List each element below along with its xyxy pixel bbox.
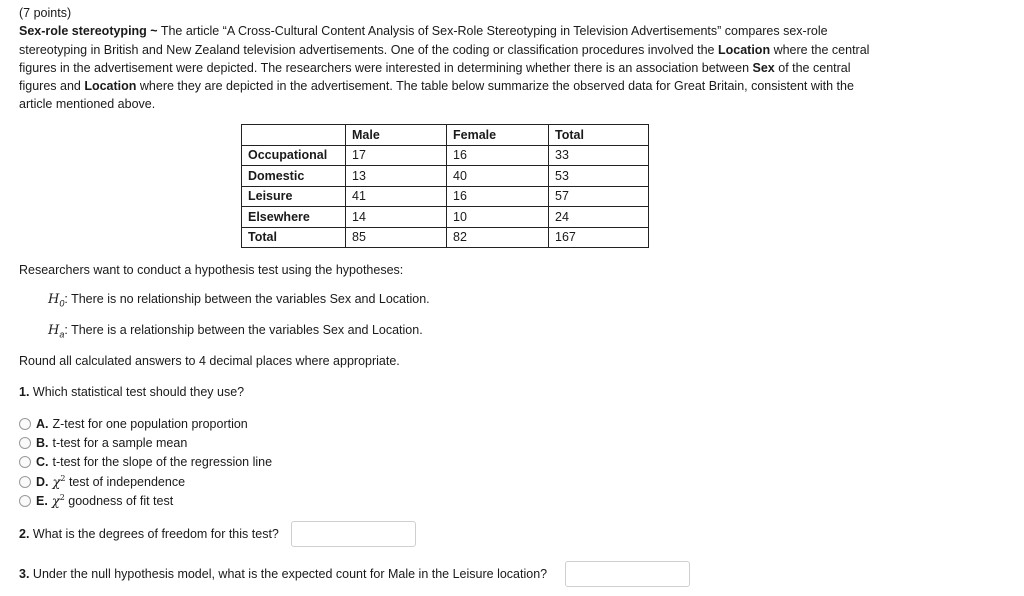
h0-symbol: H	[48, 292, 60, 307]
chi-symbol	[53, 474, 66, 490]
chi-superscript: 2	[59, 492, 65, 502]
table-cell: 14	[346, 207, 447, 228]
chi-letter: χ	[51, 494, 60, 510]
table-cell: 57	[549, 186, 649, 207]
table-cell: 24	[549, 207, 649, 228]
question-number: 1.	[19, 385, 30, 399]
table-row	[242, 207, 649, 228]
question-number: 3.	[19, 567, 30, 581]
table-cell: 167	[549, 227, 649, 248]
table-cell: 41	[346, 186, 447, 207]
chi-superscript: 2	[60, 473, 66, 483]
option-text: test of independence	[65, 475, 186, 489]
table-row	[242, 186, 649, 207]
table-cell: 13	[346, 166, 447, 187]
option-letter: E.	[36, 494, 48, 508]
table-row	[242, 227, 649, 248]
ha-text: : There is a relationship between the variables Sex and Location.	[64, 323, 423, 337]
table-header-cell: Male	[346, 125, 447, 146]
option-text: t-test for the slope of the regression line	[52, 455, 273, 469]
table-header-cell	[242, 125, 346, 146]
option-d[interactable]	[19, 473, 185, 491]
row-label: Domestic	[242, 166, 346, 187]
degrees-of-freedom-input[interactable]	[291, 521, 416, 547]
radio-button[interactable]	[19, 437, 31, 449]
row-label: Leisure	[242, 186, 346, 207]
location-keyword-2: Location	[84, 79, 137, 94]
radio-button[interactable]	[19, 476, 31, 488]
table-cell: 53	[549, 166, 649, 187]
row-label: Elsewhere	[242, 207, 346, 228]
table-cell: 16	[447, 145, 549, 166]
ha-symbol: H	[48, 323, 60, 338]
table-row	[242, 145, 649, 166]
question-text: Which statistical test should they use?	[29, 385, 245, 399]
table-cell: 82	[447, 227, 549, 248]
intro-text-3: of the central figures and	[19, 60, 851, 94]
radio-button[interactable]	[19, 456, 31, 468]
question-text: Under the null hypothesis model, what is the expected count for Male in the Leisure location?	[29, 567, 548, 581]
null-hypothesis	[48, 292, 430, 309]
row-label: Total	[242, 227, 346, 248]
points-label: (7 points)	[19, 6, 72, 20]
table-cell: 17	[346, 145, 447, 166]
sex-keyword: Sex	[752, 60, 775, 75]
rounding-note: Round all calculated answers to 4 decimal places where appropriate.	[19, 354, 400, 368]
question-number: 2.	[19, 527, 30, 541]
option-c[interactable]	[19, 453, 272, 471]
option-b[interactable]	[19, 434, 187, 452]
ha-subscript: a	[59, 329, 65, 340]
question-2	[19, 527, 279, 541]
radio-button[interactable]	[19, 495, 31, 507]
question-text: What is the degrees of freedom for this test?	[29, 527, 279, 541]
table-header-row	[242, 125, 649, 146]
question-3	[19, 567, 547, 581]
row-label: Occupational	[242, 145, 346, 166]
table-cell: 10	[447, 207, 549, 228]
chi-symbol	[52, 493, 65, 509]
table-cell: 16	[447, 186, 549, 207]
intro-text-2: where the central figures in the advertisement were depicted. The researchers were interested in determining whether there is an association between	[19, 42, 870, 75]
table-cell: 40	[447, 166, 549, 187]
table-row	[242, 166, 649, 187]
h0-text: : There is no relationship between the variables Sex and Location.	[64, 292, 430, 306]
expected-count-input[interactable]	[565, 561, 690, 587]
location-keyword: Location	[718, 42, 771, 57]
option-a[interactable]	[19, 415, 248, 433]
problem-intro	[19, 4, 879, 114]
h0-subscript: 0	[59, 298, 65, 309]
table-cell: 33	[549, 145, 649, 166]
table-header-cell: Female	[447, 125, 549, 146]
intro-text-4: where they are depicted in the advertisement. The table below summarize the observed data for Great Britain, consistent with the article mentioned above.	[19, 79, 854, 112]
radio-button[interactable]	[19, 418, 31, 430]
option-text: Z-test for one population proportion	[52, 417, 248, 431]
chi-letter: χ	[52, 475, 61, 491]
problem-title: Sex-role stereotyping ~	[19, 24, 158, 39]
table-cell: 85	[346, 227, 447, 248]
hypotheses-intro: Researchers want to conduct a hypothesis test using the hypotheses:	[19, 263, 404, 277]
alternative-hypothesis	[48, 323, 423, 340]
option-text: goodness of fit test	[64, 494, 174, 508]
option-text: t-test for a sample mean	[52, 436, 188, 450]
table-header-cell: Total	[549, 125, 649, 146]
option-letter: D.	[36, 475, 49, 489]
option-letter: A.	[36, 417, 49, 431]
option-e[interactable]	[19, 492, 173, 510]
intro-paragraph	[19, 22, 879, 113]
option-letter: C.	[36, 455, 49, 469]
intro-text-1: The article “A Cross-Cultural Content Analysis of Sex-Role Stereotyping in Television Advertisements” compares sex-role stereotyping in British and New Zealand television advertisements. One of the coding or classification procedures involved the	[19, 24, 828, 57]
contingency-table	[241, 124, 649, 248]
option-letter: B.	[36, 436, 49, 450]
question-1	[19, 385, 244, 399]
